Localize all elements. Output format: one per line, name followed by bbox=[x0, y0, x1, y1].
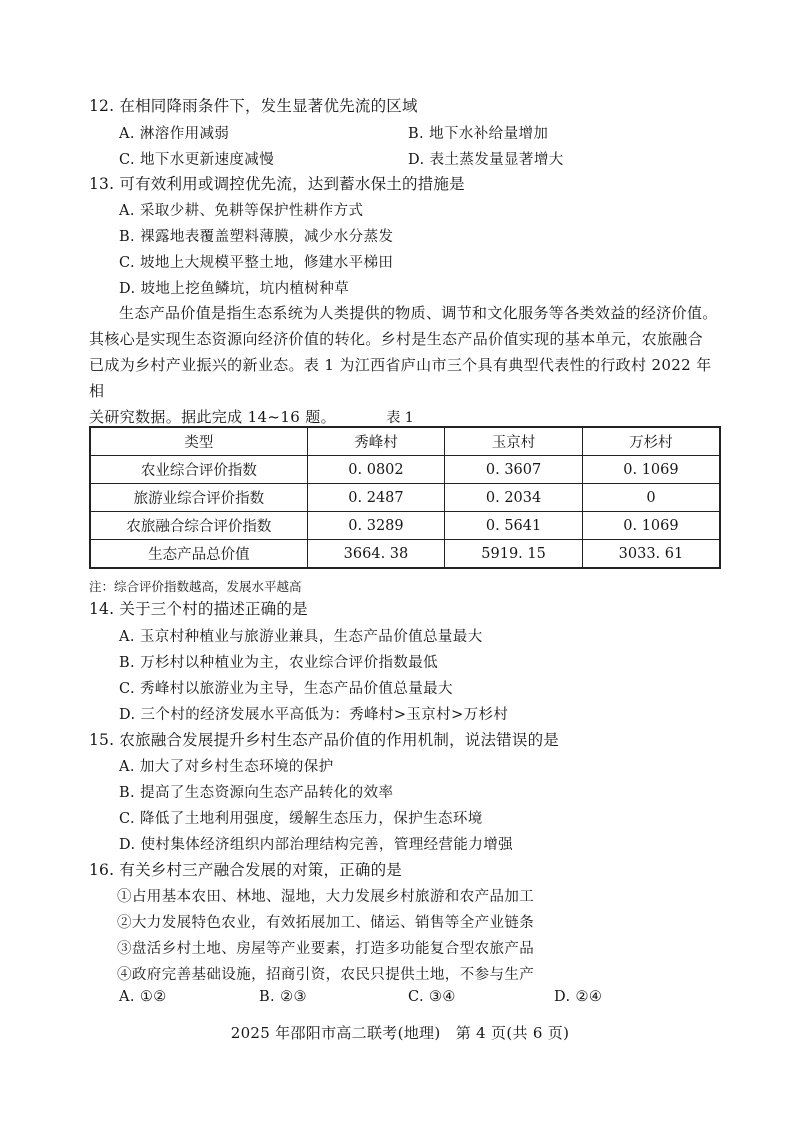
question-14-stem: 14. 关于三个村的描述正确的是 bbox=[89, 600, 308, 618]
page-footer: 2025 年邵阳市高二联考(地理) 第 4 页(共 6 页) bbox=[230, 1024, 570, 1042]
question-16-stem: 16. 有关乡村三产融合发展的对策，正确的是 bbox=[89, 861, 402, 879]
table-header-row bbox=[90, 427, 720, 456]
table-row bbox=[90, 484, 720, 512]
q14-option-c: C. 秀峰村以旅游业为主导，生态产品价值总量最大 bbox=[119, 681, 453, 697]
table-header-cell: 玉京村 bbox=[445, 427, 583, 456]
table-cell: 0. 3607 bbox=[445, 456, 583, 484]
question-13-stem: 13. 可有效利用或调控优先流，达到蓄水保土的措施是 bbox=[89, 175, 465, 193]
q12-option-c: C. 地下水更新速度减慢 bbox=[119, 152, 275, 168]
q14-option-d: D. 三个村的经济发展水平高低为：秀峰村>玉京村>万杉村 bbox=[119, 707, 509, 723]
q16-item-4: ④政府完善基础设施，招商引资，农民只提供土地，不参与生产 bbox=[117, 967, 535, 983]
table-cell: 旅游业综合评价指数 bbox=[90, 484, 307, 512]
table-header-cell: 类型 bbox=[90, 427, 307, 456]
table-cell: 生态产品总价值 bbox=[90, 540, 307, 569]
q16-option-b: B. ②③ bbox=[259, 989, 307, 1005]
table-cell: 3664. 38 bbox=[307, 540, 445, 569]
table-cell: 5919. 15 bbox=[445, 540, 583, 569]
table-cell: 0. 5641 bbox=[445, 512, 583, 540]
table-cell: 0. 2487 bbox=[307, 484, 445, 512]
q12-option-d: D. 表土蒸发量显著增大 bbox=[408, 152, 564, 168]
q14-option-a: A. 玉京村种植业与旅游业兼具，生态产品价值总量最大 bbox=[119, 629, 483, 645]
table-cell: 0. 0802 bbox=[307, 456, 445, 484]
q12-option-a: A. 淋溶作用减弱 bbox=[119, 126, 230, 142]
table-cell: 3033. 61 bbox=[582, 540, 720, 569]
q12-option-b: B. 地下水补给量增加 bbox=[408, 126, 549, 142]
table-row bbox=[90, 456, 720, 484]
data-table bbox=[89, 426, 721, 569]
table-cell: 0. 3289 bbox=[307, 512, 445, 540]
question-12-stem: 12. 在相同降雨条件下，发生显著优先流的区域 bbox=[89, 97, 418, 115]
q16-item-2: ②大力发展特色农业，有效拓展加工、储运、销售等全产业链条 bbox=[117, 915, 535, 931]
table-caption: 表 1 bbox=[386, 410, 414, 426]
q15-option-d: D. 使村集体经济组织内部治理结构完善，管理经营能力增强 bbox=[119, 837, 514, 853]
q16-option-c: C. ③④ bbox=[408, 989, 456, 1005]
q16-option-a: A. ①② bbox=[119, 989, 167, 1005]
q13-option-a: A. 采取少耕、免耕等保护性耕作方式 bbox=[119, 203, 364, 219]
q16-option-d: D. ②④ bbox=[554, 989, 603, 1005]
passage-line-4: 关研究数据。据此完成 14~16 题。 bbox=[89, 408, 336, 426]
table-note: 注：综合评价指数越高，发展水平越高 bbox=[89, 579, 302, 594]
table-header-cell: 万杉村 bbox=[582, 427, 720, 456]
q14-option-b: B. 万杉村以种植业为主，农业综合评价指数最低 bbox=[119, 655, 439, 671]
table-cell: 0. 1069 bbox=[582, 512, 720, 540]
q15-option-b: B. 提高了生态资源向生态产品转化的效率 bbox=[119, 785, 394, 801]
question-15-stem: 15. 农旅融合发展提升乡村生态产品价值的作用机制，说法错误的是 bbox=[89, 731, 559, 749]
table-cell: 0. 2034 bbox=[445, 484, 583, 512]
q16-item-3: ③盘活乡村土地、房屋等产业要素，打造多功能复合型农旅产品 bbox=[117, 941, 535, 957]
table-cell: 农业综合评价指数 bbox=[90, 456, 307, 484]
q15-option-c: C. 降低了土地利用强度，缓解生态压力，保护生态环境 bbox=[119, 811, 483, 827]
q16-item-1: ①占用基本农田、林地、湿地，大力发展乡村旅游和农产品加工 bbox=[117, 889, 535, 905]
q13-option-d: D. 坡地上挖鱼鳞坑，坑内植树种草 bbox=[119, 281, 350, 297]
table-header-cell: 秀峰村 bbox=[307, 427, 445, 456]
table-cell: 0 bbox=[582, 484, 720, 512]
q15-option-a: A. 加大了对乡村生态环境的保护 bbox=[119, 759, 334, 775]
passage-line-2: 其核心是实现生态资源向经济价值的转化。乡村是生态产品价值实现的基本单元，农旅融合 bbox=[89, 330, 704, 348]
table-cell: 农旅融合综合评价指数 bbox=[90, 512, 307, 540]
table-cell: 0. 1069 bbox=[582, 456, 720, 484]
passage-line-3: 已成为乡村产业振兴的新业态。表 1 为江西省庐山市三个具有典型代表性的行政村 2022 年相 bbox=[89, 356, 712, 400]
table-row bbox=[90, 540, 720, 569]
q13-option-b: B. 裸露地表覆盖塑料薄膜，减少水分蒸发 bbox=[119, 229, 394, 245]
passage-line-1: 生态产品价值是指生态系统为人类提供的物质、调节和文化服务等各类效益的经济价值。 bbox=[119, 304, 718, 322]
table-row bbox=[90, 512, 720, 540]
q13-option-c: C. 坡地上大规模平整土地，修建水平梯田 bbox=[119, 255, 394, 271]
